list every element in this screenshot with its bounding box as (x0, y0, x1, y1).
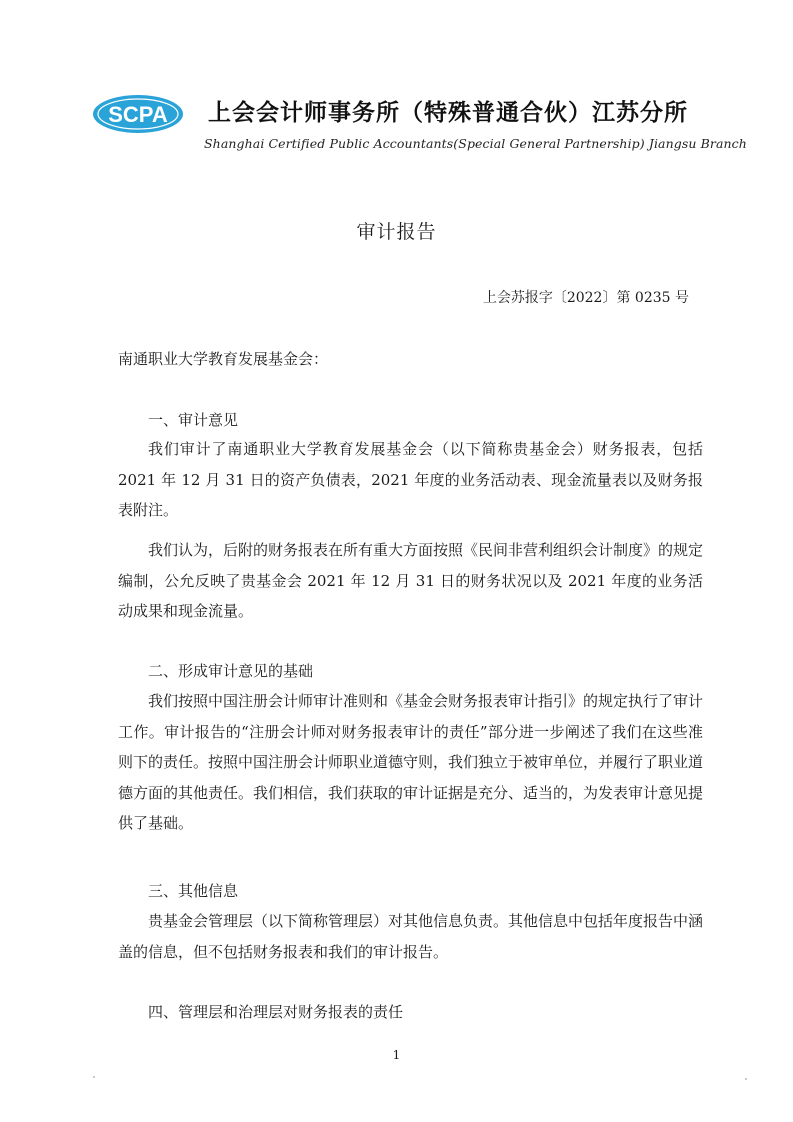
scan-artifact (93, 1076, 95, 1078)
section-heading: 一、审计意见 (148, 411, 239, 429)
section-heading: 二、形成审计意见的基础 (148, 662, 314, 680)
report-number: 上会苏报字〔2022〕第 0235 号 (482, 290, 689, 306)
paragraph: 贵基金会管理层（以下简称管理层）对其他信息负责。其他信息中包括年度报告中涵盖的信息，但不包括财务报表和我们的审计报告。 (118, 912, 704, 961)
report-title: 审计报告 (356, 221, 437, 243)
firm-name-english: Shanghai Certified Public Accountants(Special General Partnership) Jiangsu Branch (204, 136, 747, 151)
paragraph: 我们认为，后附的财务报表在所有重大方面按照《民间非营利组织会计制度》的规定编制，公允反映了贵基金会 2021 年 12 月 31 日的财务状况以及 2021 年度的业务活动成果和现金流量。 (118, 541, 704, 620)
addressee: 南通职业大学教育发展基金会： (118, 350, 329, 368)
section-heading: 三、其他信息 (148, 882, 239, 900)
paragraph: 我们按照中国注册会计师审计准则和《基金会财务报表审计指引》的规定执行了审计工作。审计报告的“注册会计师对财务报表审计的责任”部分进一步阐述了我们在这些准则下的责任。按照中国注册会计师职业道德守则，我们独立于被审单位，并履行了职业道德方面的其他责任。我们相信，我们获取的审计证据是充分、适当的，为发表审计意见提供了基础。 (118, 692, 704, 832)
section-heading: 四、管理层和治理层对财务报表的责任 (148, 1003, 404, 1021)
scan-artifact (745, 1078, 747, 1080)
firm-name-chinese: 上会会计师事务所（特殊普通合伙）江苏分所 (208, 100, 688, 126)
scpa-logo (92, 94, 184, 134)
letterhead (92, 92, 747, 162)
svg-text:SCPA: SCPA (108, 102, 168, 127)
page-number: 1 (392, 1048, 401, 1062)
paragraph: 我们审计了南通职业大学教育发展基金会（以下简称贵基金会）财务报表，包括 2021 年 12 月 31 日的资产负债表，2021 年度的业务活动表、现金流量表以及财务报表附注。 (118, 440, 703, 519)
